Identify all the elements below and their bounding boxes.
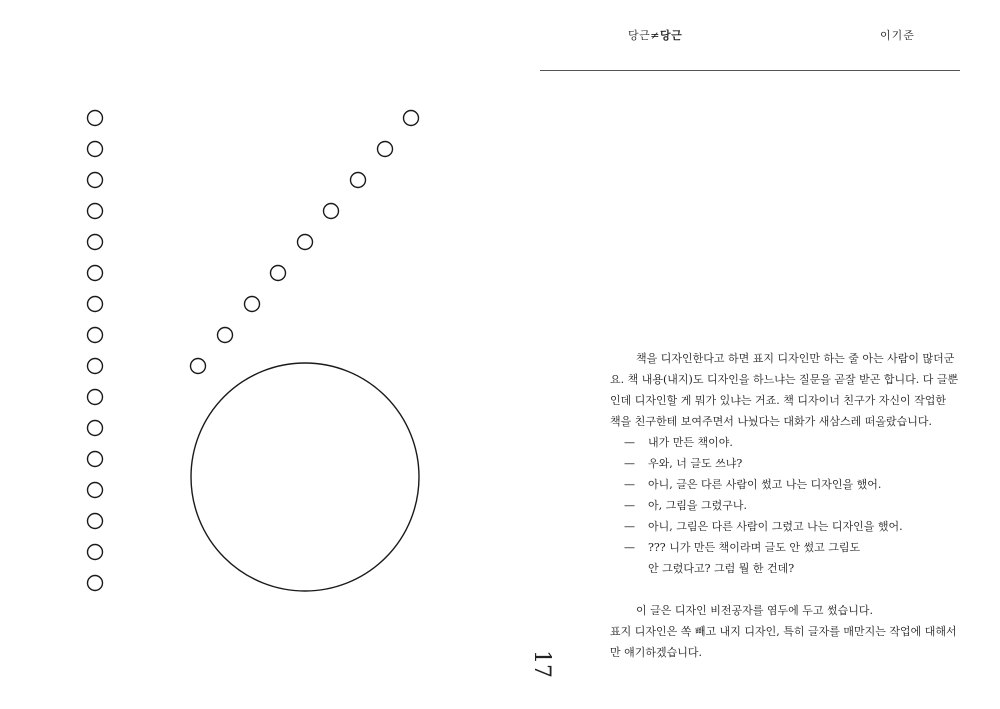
dialog-text: 아니, 그림은 다른 사람이 그렸고 나는 디자인을 했어. — [648, 520, 903, 533]
dialog-text: 우와, 너 글도 쓰냐? — [648, 457, 743, 470]
dialog-text: 내가 만든 책이야. — [648, 436, 733, 449]
closing-rest: 표지 디자인은 쏙 빼고 내지 디자인, 특히 글자를 매만지는 작업에 대해서만 얘기하겠습니다. — [610, 625, 957, 659]
dialog-continuation: 안 그렸다고? 그럼 뭘 한 건데? — [648, 562, 795, 575]
dialog-dash: — — [624, 499, 635, 512]
closing-line-1: 이 글은 디자인 비전공자를 염두에 두고 썼습니다. — [636, 604, 873, 617]
page-number: 17 — [529, 650, 554, 678]
dialog-line — [610, 516, 960, 537]
vertical-circle-column — [88, 111, 103, 591]
right-page-text — [500, 0, 1000, 709]
title-part-1: 당근≠ — [628, 29, 660, 42]
dialog-line — [610, 432, 960, 453]
dialog-line — [610, 474, 960, 495]
running-header-title — [628, 27, 682, 43]
dialog-text: ??? 니가 만든 책이라며 글도 안 썼고 그림도 — [648, 541, 861, 554]
dialog-line — [610, 495, 960, 516]
dialog-line — [610, 537, 960, 558]
dialog-text: 아니, 글은 다른 사람이 썼고 나는 디자인을 했어. — [648, 478, 882, 491]
paragraph-gap — [610, 579, 960, 600]
large-circle — [191, 363, 419, 591]
dialog-dash: — — [624, 478, 635, 491]
diagonal-circle-row — [191, 111, 419, 374]
dialog-text: 아, 그림을 그렸구나. — [648, 499, 747, 512]
dialog-line — [610, 453, 960, 474]
dialog-dash: — — [624, 457, 635, 470]
dialog-dash: — — [624, 520, 635, 533]
running-header-author: 이기준 — [880, 29, 915, 42]
dialog-dash: — — [624, 541, 635, 554]
title-part-2: 당근 — [659, 29, 683, 42]
intro-paragraph: 책을 디자인한다고 하면 표지 디자인만 하는 줄 아는 사람이 많더군요. 책 내용(내지)도 디자인을 하느냐는 질문을 곧잘 받곤 합니다. 다 글뿐인데 디자인할 게 뭐가 있냐는 거죠. 책 디자이너 친구가 자신이 작업한 책을 친구한테 보여주면서 나눴다는 대화가 새삼스레 떠올랐습니다. — [610, 352, 959, 428]
closing-paragraph — [610, 600, 960, 663]
dialog-dash: — — [624, 436, 635, 449]
body-text — [610, 348, 960, 663]
dialog-list — [610, 432, 960, 579]
header-divider — [540, 70, 960, 71]
